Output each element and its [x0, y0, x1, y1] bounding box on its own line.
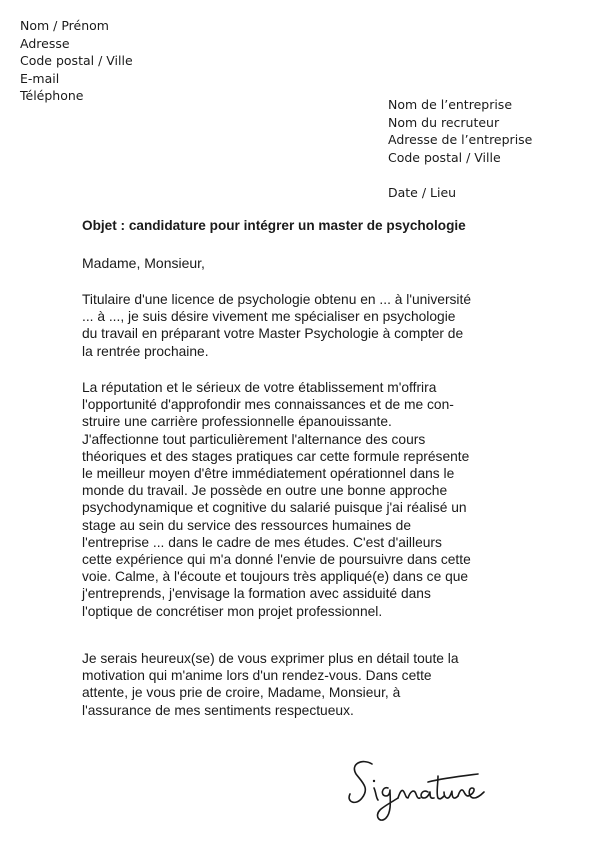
paragraph-2 — [82, 379, 471, 620]
paragraph-line: psychodynamique et cognitive du salarié puisque j'ai réalisé un — [82, 500, 467, 516]
recipient-block — [388, 96, 532, 166]
paragraph-line: La réputation et le sérieux de votre établissement m'offrira — [82, 380, 437, 395]
paragraph-line: voie. Calme, à l'écoute et toujours très appliqué(e) dans ce que — [82, 569, 469, 585]
paragraph-line: du travail en préparant votre Master Psychologie à compter de — [82, 326, 464, 342]
paragraph-line: J'affectionne tout particulièrement l'alternance des cours — [82, 431, 426, 447]
date-place: Date / Lieu — [388, 185, 457, 200]
recipient-company-address: Adresse de l’entreprise — [388, 132, 533, 148]
paragraph-line: j'entreprends, j'envisage la formation avec assiduité dans — [82, 586, 431, 602]
paragraph-line: struire une carrière professionnelle épanouissante. — [82, 414, 392, 430]
paragraph-line: attente, je vous prie de croire, Madame, Monsieur, à — [82, 685, 401, 701]
paragraph-line: motivation qui m'anime lors d'un rendez-vous. Dans cette — [82, 668, 432, 684]
paragraph-line: l'entreprise ... dans le cadre de mes études. C'est d'ailleurs — [82, 534, 442, 550]
paragraph-line: Je serais heureux(se) de vous exprimer plus en détail toute la — [82, 651, 459, 666]
salutation: Madame, Monsieur, — [82, 255, 205, 271]
paragraph-line: l'opportunité d'approfondir mes connaissances et de me con- — [82, 397, 454, 413]
paragraph-line: Titulaire d'une licence de psychologie obtenu en ... à l'université — [82, 292, 472, 307]
paragraph-line: monde du travail. Je possède en outre une bonne approche — [82, 483, 448, 499]
sender-postal-city: Code postal / Ville — [20, 53, 133, 69]
sender-address: Adresse — [20, 35, 70, 51]
paragraph-line: cette expérience qui m'a donné l'envie de poursuivre dans cette — [82, 552, 471, 568]
paragraph-line: théoriques et des stages pratiques car cette formule représente — [82, 448, 470, 464]
paragraph-line: l'optique de concrétiser mon projet professionnel. — [82, 603, 383, 619]
sender-block — [20, 17, 133, 105]
sender-phone: Téléphone — [20, 88, 84, 104]
letter-subject: Objet : candidature pour intégrer un master de psychologie — [82, 218, 466, 233]
paragraph-line: stage au sein du service des ressources humaines de — [82, 517, 412, 533]
paragraph-line: le meilleur moyen d'être immédiatement opérationnel dans le — [82, 466, 455, 482]
recipient-postal-city: Code postal / Ville — [388, 149, 501, 165]
paragraph-3 — [82, 650, 459, 719]
paragraph-line: l'assurance de mes sentiments respectueux. — [82, 702, 354, 718]
paragraph-1 — [82, 291, 471, 360]
paragraph-line: ... à ..., je suis désire vivement me spécialiser en psychologie — [82, 309, 456, 325]
sender-name: Nom / Prénom — [20, 18, 109, 33]
sender-email: E-mail — [20, 70, 60, 86]
recipient-company: Nom de l’entreprise — [388, 97, 513, 112]
handwritten-signature — [344, 754, 494, 826]
recipient-recruiter: Nom du recruteur — [388, 114, 500, 130]
paragraph-line: la rentrée prochaine. — [82, 343, 209, 359]
